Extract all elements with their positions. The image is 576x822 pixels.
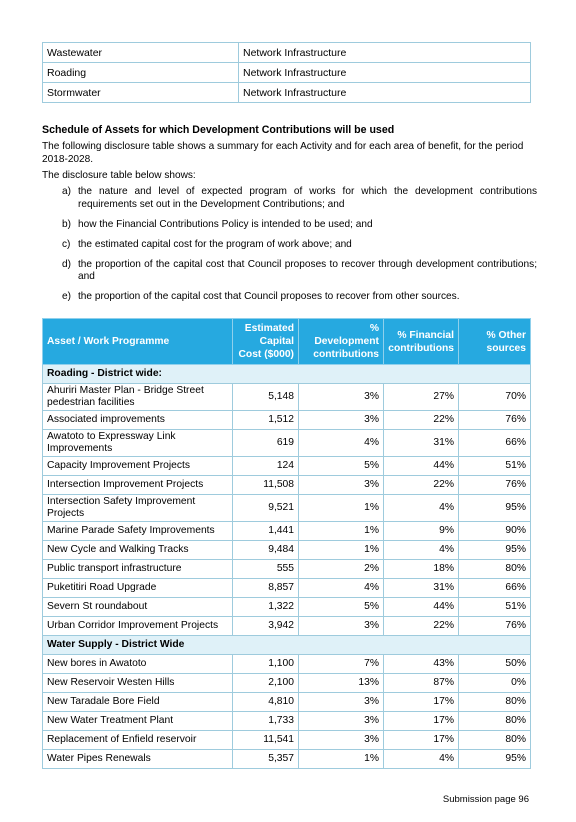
table-row <box>43 43 531 63</box>
table-row <box>43 411 531 430</box>
asset-name-cell: New Cycle and Walking Tracks <box>43 541 233 560</box>
disclosure-table <box>42 318 531 769</box>
asset-name-cell: Capacity Improvement Projects <box>43 457 233 476</box>
table-row <box>43 560 531 579</box>
intro-paragraph-2: The disclosure table below shows: <box>42 170 196 181</box>
dev-contrib-cell: 3% <box>299 693 384 712</box>
cost-cell: 11,541 <box>233 731 299 750</box>
dev-contrib-cell: 3% <box>299 731 384 750</box>
asset-name-cell: Marine Parade Safety Improvements <box>43 522 233 541</box>
table-row <box>43 674 531 693</box>
cost-cell: 5,357 <box>233 750 299 769</box>
list-text: how the Financial Contributions Policy is intended to be used; and <box>78 218 373 230</box>
fin-contrib-cell: 27% <box>384 384 459 411</box>
list-marker: c) <box>62 238 71 250</box>
dev-contrib-cell: 1% <box>299 495 384 522</box>
page-footer: Submission page 96 <box>442 794 529 805</box>
cost-cell: 1,100 <box>233 655 299 674</box>
category-cell: Network Infrastructure <box>239 63 531 83</box>
section-heading: Schedule of Assets for which Development Contributions will be used <box>42 124 395 136</box>
table-row <box>43 476 531 495</box>
list-text: the proportion of the capital cost that Council proposes to recover from other sources. <box>78 291 460 302</box>
table-row <box>43 731 531 750</box>
table-row <box>43 430 531 457</box>
fin-contrib-cell: 22% <box>384 411 459 430</box>
header-other: % Other sources <box>459 319 531 365</box>
other-sources-cell: 76% <box>459 617 531 636</box>
asset-name-cell: Replacement of Enfield reservoir <box>43 731 233 750</box>
cost-cell: 1,441 <box>233 522 299 541</box>
cost-cell: 3,942 <box>233 617 299 636</box>
asset-name-cell: Urban Corridor Improvement Projects <box>43 617 233 636</box>
other-sources-cell: 66% <box>459 430 531 457</box>
dev-contrib-cell: 3% <box>299 617 384 636</box>
dev-contrib-cell: 1% <box>299 522 384 541</box>
list-item <box>42 259 537 284</box>
other-sources-cell: 90% <box>459 522 531 541</box>
table-row <box>43 522 531 541</box>
table-row <box>43 541 531 560</box>
fin-contrib-cell: 17% <box>384 693 459 712</box>
fin-contrib-cell: 43% <box>384 655 459 674</box>
cost-cell: 124 <box>233 457 299 476</box>
dev-contrib-cell: 3% <box>299 712 384 731</box>
other-sources-cell: 51% <box>459 598 531 617</box>
table-row <box>43 384 531 411</box>
cost-cell: 9,484 <box>233 541 299 560</box>
cost-cell: 8,857 <box>233 579 299 598</box>
asset-name-cell: Intersection Safety Improvement Projects <box>43 495 233 522</box>
intro-paragraph: The following disclosure table shows a summary for each Activity and for each area of benefit, for the period 2018-2028. <box>42 141 524 165</box>
header-fin: % Financial contributions <box>384 319 459 365</box>
list-item <box>42 186 537 211</box>
table-row <box>43 693 531 712</box>
fin-contrib-cell: 31% <box>384 579 459 598</box>
other-sources-cell: 80% <box>459 712 531 731</box>
table-header-row <box>43 319 531 365</box>
list-marker: b) <box>62 218 71 230</box>
table-row <box>43 655 531 674</box>
table-row <box>43 598 531 617</box>
table-row <box>43 457 531 476</box>
list-marker: d) <box>62 258 71 270</box>
cost-cell: 4,810 <box>233 693 299 712</box>
fin-contrib-cell: 22% <box>384 617 459 636</box>
dev-contrib-cell: 3% <box>299 384 384 411</box>
cost-cell: 1,322 <box>233 598 299 617</box>
fin-contrib-cell: 4% <box>384 750 459 769</box>
fin-contrib-cell: 4% <box>384 495 459 522</box>
asset-name-cell: Public transport infrastructure <box>43 560 233 579</box>
section-title: Water Supply - District Wide <box>43 636 531 655</box>
dev-contrib-cell: 1% <box>299 541 384 560</box>
dev-contrib-cell: 1% <box>299 750 384 769</box>
other-sources-cell: 0% <box>459 674 531 693</box>
disclosure-list <box>42 186 537 311</box>
asset-name-cell: New Water Treatment Plant <box>43 712 233 731</box>
asset-name-cell: Water Pipes Renewals <box>43 750 233 769</box>
fin-contrib-cell: 31% <box>384 430 459 457</box>
list-marker: a) <box>62 186 71 197</box>
other-sources-cell: 76% <box>459 411 531 430</box>
cost-cell: 619 <box>233 430 299 457</box>
list-text: the nature and level of expected program of works for which the development contributions requirements set out in the Development Contributions; and <box>78 186 537 210</box>
other-sources-cell: 95% <box>459 495 531 522</box>
cost-cell: 5,148 <box>233 384 299 411</box>
fin-contrib-cell: 4% <box>384 541 459 560</box>
activity-category-table <box>42 42 531 103</box>
list-item <box>42 291 537 304</box>
dev-contrib-cell: 5% <box>299 457 384 476</box>
fin-contrib-cell: 44% <box>384 457 459 476</box>
category-cell: Network Infrastructure <box>239 43 531 63</box>
fin-contrib-cell: 18% <box>384 560 459 579</box>
fin-contrib-cell: 9% <box>384 522 459 541</box>
other-sources-cell: 80% <box>459 731 531 750</box>
other-sources-cell: 95% <box>459 541 531 560</box>
fin-contrib-cell: 22% <box>384 476 459 495</box>
table-row <box>43 617 531 636</box>
dev-contrib-cell: 7% <box>299 655 384 674</box>
dev-contrib-cell: 4% <box>299 430 384 457</box>
list-text: the proportion of the capital cost that Council proposes to recover through development contributions; and <box>78 258 537 282</box>
fin-contrib-cell: 17% <box>384 731 459 750</box>
cost-cell: 11,508 <box>233 476 299 495</box>
list-text: the estimated capital cost for the program of work above; and <box>78 238 352 250</box>
table-row <box>43 712 531 731</box>
fin-contrib-cell: 17% <box>384 712 459 731</box>
asset-name-cell: Ahuriri Master Plan - Bridge Street pedestrian facilities <box>43 384 233 411</box>
dev-contrib-cell: 5% <box>299 598 384 617</box>
other-sources-cell: 80% <box>459 693 531 712</box>
other-sources-cell: 95% <box>459 750 531 769</box>
asset-name-cell: Associated improvements <box>43 411 233 430</box>
dev-contrib-cell: 2% <box>299 560 384 579</box>
activity-cell: Wastewater <box>43 43 239 63</box>
table-row <box>43 83 531 103</box>
asset-name-cell: Intersection Improvement Projects <box>43 476 233 495</box>
asset-name-cell: New Taradale Bore Field <box>43 693 233 712</box>
fin-contrib-cell: 44% <box>384 598 459 617</box>
asset-name-cell: Puketitiri Road Upgrade <box>43 579 233 598</box>
other-sources-cell: 66% <box>459 579 531 598</box>
asset-name-cell: Severn St roundabout <box>43 598 233 617</box>
section-row <box>43 365 531 384</box>
category-cell: Network Infrastructure <box>239 83 531 103</box>
dev-contrib-cell: 3% <box>299 476 384 495</box>
section-row <box>43 636 531 655</box>
other-sources-cell: 76% <box>459 476 531 495</box>
cost-cell: 2,100 <box>233 674 299 693</box>
asset-name-cell: Awatoto to Expressway Link Improvements <box>43 430 233 457</box>
dev-contrib-cell: 4% <box>299 579 384 598</box>
table-row <box>43 579 531 598</box>
activity-cell: Roading <box>43 63 239 83</box>
asset-name-cell: New bores in Awatoto <box>43 655 233 674</box>
section-title: Roading - District wide: <box>43 365 531 384</box>
table-row <box>43 63 531 83</box>
dev-contrib-cell: 3% <box>299 411 384 430</box>
cost-cell: 555 <box>233 560 299 579</box>
list-item <box>42 239 537 252</box>
other-sources-cell: 50% <box>459 655 531 674</box>
cost-cell: 1,512 <box>233 411 299 430</box>
dev-contrib-cell: 13% <box>299 674 384 693</box>
activity-cell: Stormwater <box>43 83 239 103</box>
other-sources-cell: 80% <box>459 560 531 579</box>
fin-contrib-cell: 87% <box>384 674 459 693</box>
other-sources-cell: 70% <box>459 384 531 411</box>
table-row <box>43 495 531 522</box>
header-dev: % Development contributions <box>299 319 384 365</box>
cost-cell: 1,733 <box>233 712 299 731</box>
list-item <box>42 219 537 232</box>
other-sources-cell: 51% <box>459 457 531 476</box>
header-asset: Asset / Work Programme <box>43 319 233 365</box>
list-marker: e) <box>62 291 71 302</box>
asset-name-cell: New Reservoir Westen Hills <box>43 674 233 693</box>
header-cost: Estimated Capital Cost ($000) <box>233 319 299 365</box>
cost-cell: 9,521 <box>233 495 299 522</box>
table-row <box>43 750 531 769</box>
